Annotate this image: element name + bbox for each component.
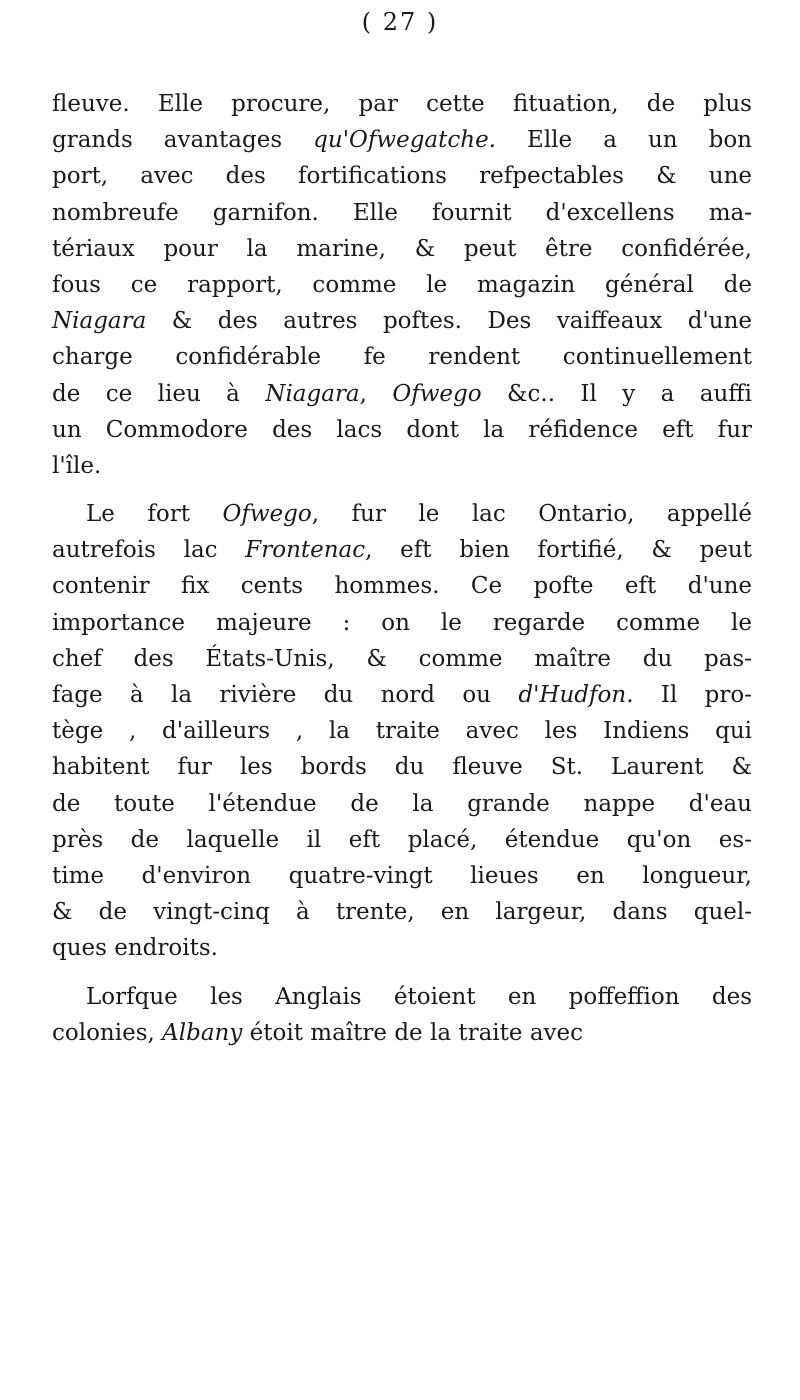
text-segment: , eft bien fortifié, & peut (365, 537, 752, 564)
text-line (52, 86, 752, 122)
text-segment: fleuve. Elle procure, par cette fituation, de plus (52, 91, 752, 117)
text-line (52, 376, 752, 412)
text-segment: tériaux pour la marine, & peut être confidérée, (52, 235, 752, 262)
text-segment: importance majeure : on le regarde comme le (52, 609, 752, 636)
text-segment: tège , d'ailleurs , la traite avec les Indiens qui (52, 718, 752, 745)
text-segment: habitent fur les bords du fleuve St. Laurent & (52, 754, 752, 781)
text-line (52, 1015, 752, 1051)
page-number: ( 27 ) (361, 8, 439, 36)
text-line (52, 158, 752, 194)
text-segment: & des autres poftes. Des vaiffeaux d'une (146, 308, 752, 335)
text-line (52, 303, 752, 339)
text-segment: &c.. Il y a auffi (481, 380, 753, 407)
paragraph-1 (52, 86, 752, 484)
paragraph-gap (52, 484, 752, 496)
text-segment: un Commodore des lacs dont la réfidence eft fur (52, 416, 752, 443)
text-segment: autrefois lac (52, 537, 246, 564)
text-segment: contenir fix cents hommes. Ce pofte eft d'une (52, 573, 752, 600)
text-segment: & de vingt-cinq à trente, en largeur, dans quel- (52, 899, 752, 926)
italic-text: d'Hudfon. (518, 682, 634, 708)
italic-text: Niagara (52, 308, 147, 335)
italic-text: Niagara (265, 380, 360, 407)
text-segment: chef des États-Unis, & comme maître du pas- (52, 645, 752, 672)
text-line (52, 979, 752, 1015)
paragraph-2 (52, 496, 752, 966)
text-segment: près de laquelle il eft placé, étendue qu'on es- (52, 826, 752, 853)
text-line (52, 858, 752, 894)
text-line (52, 713, 752, 749)
text-segment: étoit maître de la traite avec (242, 1019, 584, 1046)
italic-text: Ofwego (222, 501, 312, 528)
text-line (52, 568, 752, 604)
text-line (52, 267, 752, 303)
text-line (52, 448, 752, 484)
text-segment: port, avec des fortifications refpectables & une (52, 163, 752, 190)
text-segment: nombreufe garnifon. Elle fournit d'excellens ma- (52, 199, 752, 226)
text-segment: l'île. (52, 452, 102, 479)
text-line (52, 641, 752, 677)
text-line (52, 930, 752, 966)
text-segment: Le fort (86, 501, 223, 528)
text-line (52, 122, 752, 158)
text-segment: Elle a un bon (496, 127, 752, 154)
text-line (52, 412, 752, 448)
text-segment: ques endroits. (52, 935, 218, 962)
italic-text: Frontenac (245, 537, 366, 564)
italic-text: Albany (162, 1019, 243, 1046)
text-segment: charge confidérable fe rendent continuellement (52, 344, 752, 371)
text-segment: Il pro- (633, 682, 753, 708)
text-segment: time d'environ quatre-vingt lieues en longueur, (52, 862, 752, 889)
text-segment: , fur le lac Ontario, appellé (311, 501, 752, 528)
text-line (52, 822, 752, 858)
text-line (52, 339, 752, 375)
text-segment: de ce lieu à (52, 380, 266, 407)
text-segment: de toute l'étendue de la grande nappe d'eau (52, 790, 752, 817)
text-line (52, 496, 752, 532)
italic-text: Ofwego (392, 380, 482, 407)
text-line (52, 786, 752, 822)
text-line (52, 195, 752, 231)
text-segment: grands avantages (52, 127, 314, 154)
text-line (52, 605, 752, 641)
text-segment: fous ce rapport, comme le magazin général de (52, 271, 752, 298)
paragraph-gap (52, 967, 752, 979)
text-segment: colonies, (52, 1019, 163, 1046)
text-segment: , (359, 380, 393, 407)
text-line (52, 749, 752, 785)
text-segment: Lorfque les Anglais étoient en poffeffion des (86, 983, 752, 1010)
text-line (52, 677, 752, 713)
italic-text: qu'Ofwegatche. (313, 127, 496, 154)
paragraph-3 (52, 979, 752, 1051)
text-line (52, 532, 752, 568)
text-segment: fage à la rivière du nord ou (52, 682, 519, 708)
body-text (52, 86, 752, 1051)
text-line (52, 231, 752, 267)
text-line (52, 894, 752, 930)
